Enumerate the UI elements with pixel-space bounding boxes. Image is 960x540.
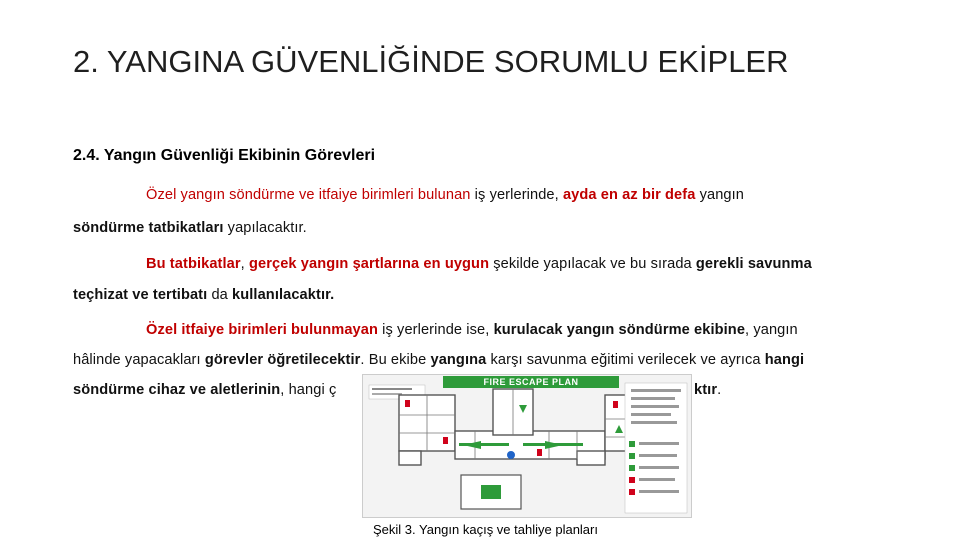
body-text: , hangi ç — [280, 382, 337, 398]
bold-text: söndürme tatbikatları — [73, 220, 224, 236]
fire-escape-plan-banner: FIRE ESCAPE PLAN — [443, 376, 619, 388]
highlight-text: Özel itfaiye birimleri bulunmayan — [146, 322, 378, 338]
paragraph1-line1 — [146, 187, 744, 203]
body-text: iş yerlerinde, — [470, 187, 563, 203]
body-text: karşı savunma eğitimi verilecek ve ayrıca — [486, 352, 765, 368]
fire-escape-plan-image — [362, 374, 692, 518]
paragraph3-line3-left — [73, 382, 336, 398]
body-text: . Bu ekibe — [360, 352, 431, 368]
body-text: da — [207, 287, 233, 303]
paragraph3-line1 — [146, 322, 798, 338]
paragraph2-line2 — [73, 287, 334, 303]
paragraph3-line3-right — [694, 382, 721, 398]
bold-text: teçhizat ve tertibatı — [73, 287, 208, 303]
body-text: , yangın — [745, 322, 798, 338]
figure-caption: Şekil 3. Yangın kaçış ve tahliye planları — [373, 522, 598, 537]
body-text: şekilde yapılacak ve bu sırada — [489, 256, 696, 272]
body-text: yapılacaktır. — [223, 220, 307, 236]
section-subtitle: 2.4. Yangın Güvenliği Ekibinin Görevleri — [73, 147, 376, 164]
highlight-text: Bu tatbikatlar — [146, 256, 241, 272]
bold-text: görevler öğretilecektir — [204, 352, 361, 368]
highlight-text: Özel yangın söndürme ve itfaiye birimleri bulunan — [146, 187, 471, 203]
slide-title: 2. YANGINA GÜVENLİĞİNDE SORUMLU EKİPLER — [73, 44, 789, 79]
highlight-text: ayda en az bir defa — [562, 187, 696, 203]
bold-text: ktır — [694, 382, 718, 398]
bold-text: yangına — [430, 352, 487, 368]
floor-plan-drawing — [363, 375, 691, 517]
body-text: , — [240, 256, 249, 272]
body-text: . — [717, 382, 722, 398]
bold-text: hangi — [764, 352, 805, 368]
bold-text: gerekli savunma — [695, 256, 812, 272]
body-text: yangın — [695, 187, 745, 203]
body-text: hâlinde yapacakları — [73, 352, 205, 368]
bold-text: söndürme cihaz ve aletlerinin — [73, 382, 281, 398]
bold-text: kullanılacaktır. — [232, 287, 335, 303]
paragraph1-line2 — [73, 220, 307, 236]
paragraph3-line2 — [73, 352, 804, 368]
bold-text: kurulacak yangın söndürme ekibine — [493, 322, 746, 338]
body-text: iş yerlerinde ise, — [378, 322, 494, 338]
paragraph2-line1 — [146, 256, 812, 272]
highlight-text: gerçek yangın şartlarına en uygun — [248, 256, 490, 272]
